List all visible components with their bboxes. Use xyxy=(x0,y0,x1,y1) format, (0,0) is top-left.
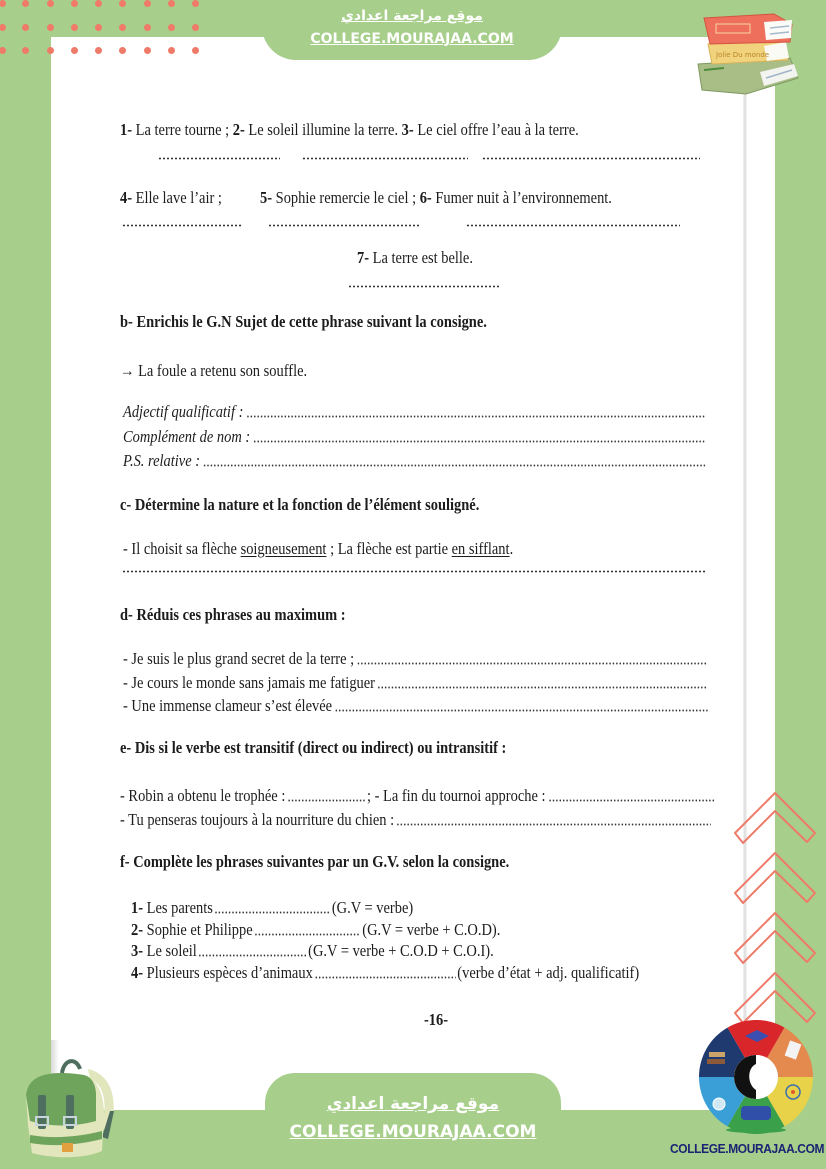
answer-blank xyxy=(357,662,708,665)
svg-text:Jolie Du monde: Jolie Du monde xyxy=(716,51,770,59)
field-label: Complément de nom : xyxy=(123,427,251,446)
item-number: 1- xyxy=(120,120,133,139)
sentence-text: . xyxy=(509,539,514,558)
section-b-heading xyxy=(120,311,590,333)
section-f-item xyxy=(131,919,561,941)
answer-blank xyxy=(482,157,700,160)
backpack-icon xyxy=(14,1055,114,1159)
page-number-text: -16- xyxy=(424,1010,449,1029)
sentence-text: - Tu penseras toujours à la nourriture du chien : xyxy=(120,810,395,829)
section-c-sentence xyxy=(123,538,593,560)
sentence-text: - Je suis le plus grand secret de la terre ; xyxy=(123,649,355,668)
constraint-text: (verbe d’état + adj. qualificatif) xyxy=(457,963,640,982)
sentence-text: La foule a retenu son souffle. xyxy=(134,361,308,380)
sentence-text: La terre tourne ; xyxy=(132,120,233,139)
sentence-text: - Une immense clameur s’est élevée xyxy=(123,696,333,715)
answer-blank xyxy=(268,224,420,227)
answer-blank xyxy=(378,686,709,689)
answer-blank xyxy=(246,415,705,418)
item-number: 2- xyxy=(131,920,144,939)
field-label: P.S. relative : xyxy=(123,451,201,470)
item-number: 5- xyxy=(260,188,273,207)
answer-blank xyxy=(302,157,468,160)
exercise-a-line-1 xyxy=(120,119,680,141)
answer-blank xyxy=(215,911,331,914)
arrow-icon: → xyxy=(120,361,135,380)
answer-blank xyxy=(199,954,307,957)
sentence-text: Le ciel offre l’eau à la terre. xyxy=(413,120,579,139)
chevron-up-icons xyxy=(730,788,822,1038)
section-d-item xyxy=(123,648,709,670)
sentence-text: Elle lave l’air ; xyxy=(132,188,222,207)
answer-blank xyxy=(314,976,455,979)
sentence-text: - Je cours le monde sans jamais me fatiguer xyxy=(123,673,375,692)
logo-url-text[interactable]: COLLEGE.MOURAJAA.COM xyxy=(670,1141,825,1156)
sentence-text: ; La flèche est partie xyxy=(326,539,452,558)
section-f-item xyxy=(131,897,461,919)
answer-blank xyxy=(122,570,706,573)
page-number xyxy=(424,1009,464,1031)
heading-text: b- Enrichis le G.N Sujet de cette phrase suivant la consigne. xyxy=(120,312,487,331)
answer-blank xyxy=(548,799,715,802)
section-d-heading xyxy=(120,604,420,626)
item-number: 2- xyxy=(232,120,245,139)
section-f-item xyxy=(131,962,721,984)
subject-text: Les parents xyxy=(143,898,213,917)
field-ps-relative xyxy=(123,450,706,472)
footer-arabic-title-link[interactable]: موقع مراجعة اعدادي xyxy=(326,1094,500,1114)
sentence-text: - Robin a obtenu le trophée : xyxy=(120,786,286,805)
answer-blank xyxy=(253,440,705,443)
sentence-text: ; - La fin du tournoi approche : xyxy=(366,786,546,805)
answer-blank xyxy=(287,799,365,802)
heading-text: f- Complète les phrases suivantes par un G.V. selon la consigne. xyxy=(120,852,510,871)
footer-url-link[interactable]: COLLEGE.MOURAJAA.COM xyxy=(289,1122,537,1142)
underlined-word: soigneusement xyxy=(240,539,327,558)
item-number: 7- xyxy=(357,248,370,267)
answer-blank xyxy=(158,157,280,160)
exercise-a-line-3 xyxy=(357,247,497,269)
subject-text: Plusieurs espèces d’animaux xyxy=(143,963,313,982)
section-b-sentence xyxy=(120,360,360,382)
subject-text: Le soleil xyxy=(143,941,197,960)
exercise-a-line-2a xyxy=(120,187,250,209)
section-d-item xyxy=(123,695,709,717)
constraint-text: (G.V = verbe) xyxy=(331,898,414,917)
book-stack-icon xyxy=(694,8,806,100)
item-number: 3- xyxy=(401,120,414,139)
exercise-a-line-2b xyxy=(260,187,680,209)
section-f-item xyxy=(131,940,551,962)
answer-blank xyxy=(254,933,360,936)
section-f-heading xyxy=(120,851,600,873)
answer-blank xyxy=(335,709,709,712)
constraint-text: (G.V = verbe + C.O.D). xyxy=(362,920,501,939)
section-e-heading xyxy=(120,737,620,759)
heading-text: e- Dis si le verbe est transitif (direct ou indirect) ou intransitif : xyxy=(120,738,507,757)
field-label: Adjectif qualificatif : xyxy=(123,402,244,421)
section-e-line-1 xyxy=(120,785,716,807)
sentence-text: La terre est belle. xyxy=(369,248,473,267)
item-number: 6- xyxy=(419,188,432,207)
sentence-text: - Il choisit sa flèche xyxy=(123,539,241,558)
section-d-item xyxy=(123,672,709,694)
field-complement-nom xyxy=(123,426,706,448)
answer-blank xyxy=(348,285,500,288)
sentence-text: Sophie remercie le ciel ; xyxy=(272,188,420,207)
site-logo-wheel-icon[interactable] xyxy=(695,1020,817,1134)
heading-text: c- Détermine la nature et la fonction de l’élément souligné. xyxy=(120,495,480,514)
item-number: 4- xyxy=(120,188,133,207)
item-number: 1- xyxy=(131,898,144,917)
sentence-text: Fumer nuit à l’environnement. xyxy=(431,188,612,207)
answer-blank xyxy=(203,464,706,467)
field-adjectif xyxy=(123,401,706,423)
answer-blank xyxy=(122,224,243,227)
item-number: 4- xyxy=(131,963,144,982)
underlined-word: en sifflant xyxy=(451,539,510,558)
section-c-heading xyxy=(120,494,610,516)
header-arabic-title-link[interactable]: موقع مراجعة اعدادي xyxy=(341,8,483,24)
sentence-text: Le soleil illumine la terre. xyxy=(244,120,402,139)
answer-blank xyxy=(397,823,712,826)
heading-text: d- Réduis ces phrases au maximum : xyxy=(120,605,346,624)
header-url-link[interactable]: COLLEGE.MOURAJAA.COM xyxy=(310,31,514,47)
section-e-line-2 xyxy=(120,809,712,831)
item-number: 3- xyxy=(131,941,144,960)
answer-blank xyxy=(466,224,680,227)
constraint-text: (G.V = verbe + C.O.D + C.O.I). xyxy=(308,941,494,960)
subject-text: Sophie et Philippe xyxy=(143,920,253,939)
